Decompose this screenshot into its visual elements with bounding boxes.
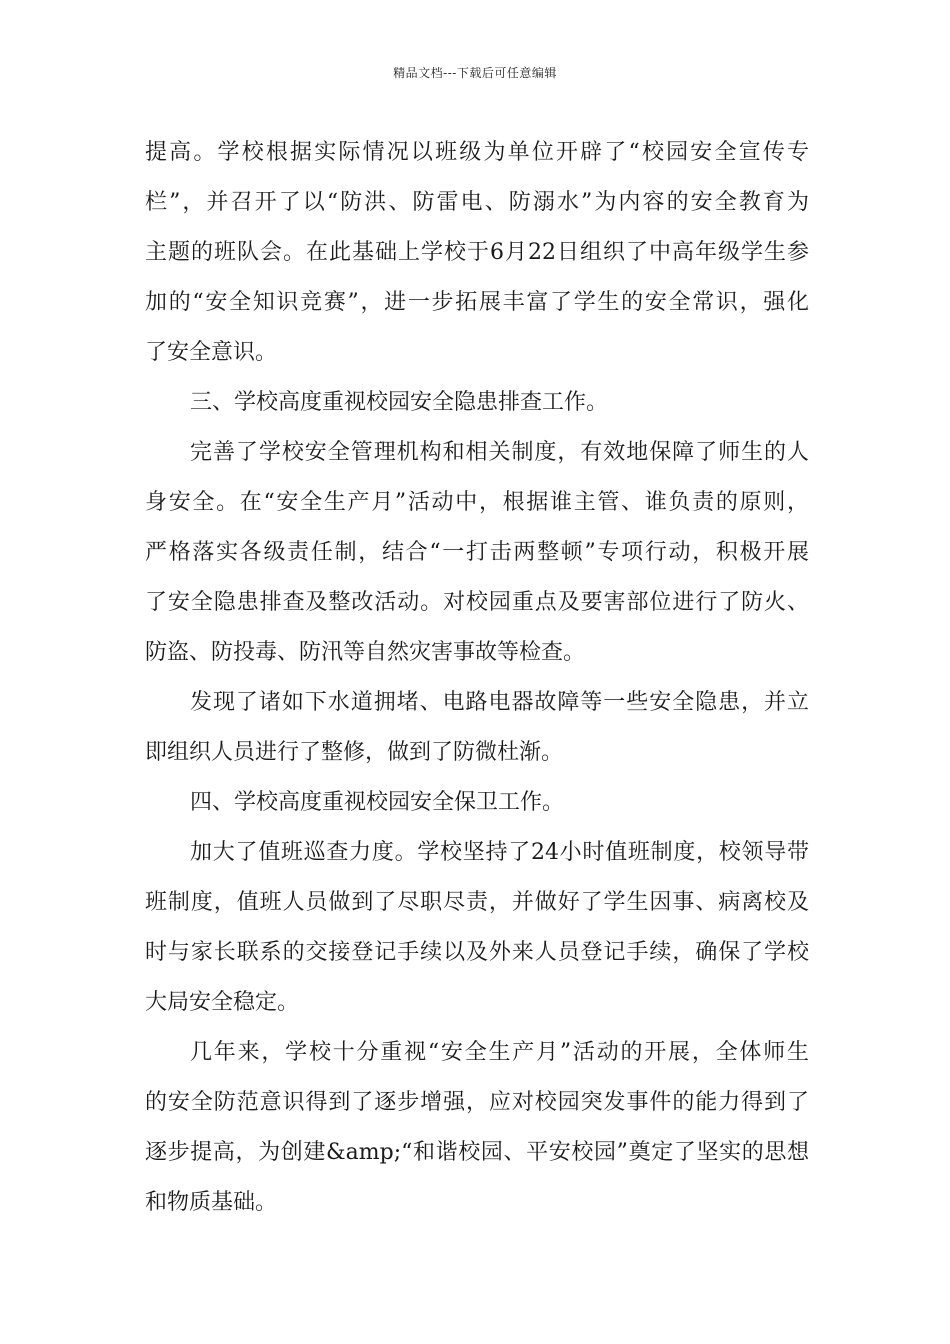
- section-heading: [145, 378, 809, 428]
- text-line: 四、学校高度重视校园安全保卫工作。: [190, 790, 565, 815]
- text-line: 发现了诸如下水道拥堵、电路电器故障等一些安全隐患，并立: [190, 690, 809, 715]
- text-line: 了安全意识。: [145, 340, 278, 365]
- text-line: 和物质基础。: [145, 1190, 278, 1215]
- text-line: 时与家长联系的交接登记手续以及外来人员登记手续，确保了学校: [145, 940, 809, 965]
- paragraph: [145, 828, 809, 1028]
- text-line: 班制度，值班人员做到了尽职尽责，并做好了学生因事、病离校及: [145, 890, 809, 915]
- paragraph: [145, 678, 809, 778]
- text-line: 逐步提高，为创建&amp;“和谐校园、平安校园”奠定了坚实的思想: [145, 1140, 809, 1165]
- text-line: 即组织人员进行了整修，做到了防微杜渐。: [145, 740, 564, 765]
- text-line: 的安全防范意识得到了逐步增强，应对校园突发事件的能力得到了: [145, 1090, 809, 1115]
- section-heading: [145, 778, 809, 828]
- text-line: 几年来，学校十分重视“安全生产月”活动的开展，全体师生: [190, 1040, 809, 1065]
- text-line: 栏”，并召开了以“防洪、防雷电、防溺水”为内容的安全教育为: [145, 190, 809, 215]
- page-header: 精品文档---下载后可任意编辑: [393, 66, 557, 80]
- paragraph: [145, 1028, 809, 1228]
- paragraph: [145, 128, 809, 378]
- document-body: [145, 128, 809, 1228]
- text-line: 三、学校高度重视校园安全隐患排查工作。: [190, 390, 609, 415]
- text-line: 大局安全稳定。: [145, 990, 300, 1015]
- text-line: 完善了学校安全管理机构和相关制度，有效地保障了师生的人: [190, 440, 809, 465]
- paragraph: [145, 428, 809, 678]
- text-line: 防盗、防投毒、防汛等自然灾害事故等检查。: [145, 640, 586, 665]
- text-line: 主题的班队会。在此基础上学校于6月22日组织了中高年级学生参: [145, 240, 809, 265]
- text-line: 严格落实各级责任制，结合“一打击两整顿”专项行动，积极开展: [145, 540, 809, 565]
- text-line: 加大了值班巡查力度。学校坚持了24小时值班制度，校领导带: [190, 840, 809, 865]
- text-line: 加的“安全知识竞赛”，进一步拓展丰富了学生的安全常识，强化: [145, 290, 809, 315]
- text-line: 提高。学校根据实际情况以班级为单位开辟了“校园安全宣传专: [145, 140, 809, 165]
- text-line: 了安全隐患排查及整改活动。对校园重点及要害部位进行了防火、: [145, 590, 809, 615]
- text-line: 身安全。在“安全生产月”活动中，根据谁主管、谁负责的原则，: [145, 490, 809, 515]
